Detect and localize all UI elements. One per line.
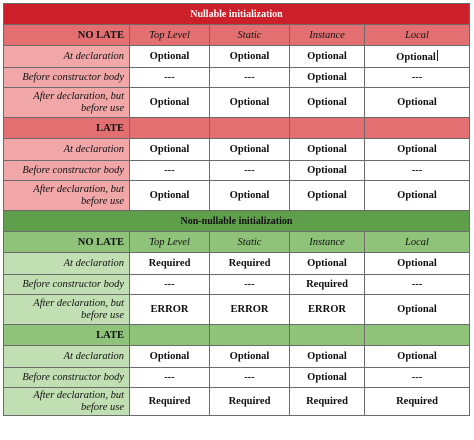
table-row (4, 181, 470, 211)
group-header-row (4, 232, 470, 253)
cell-text: Optional (396, 52, 436, 63)
cell-value: Required (210, 253, 290, 275)
cell-value: Optional (365, 253, 470, 275)
column-header-static: Static (210, 232, 290, 253)
cell-value: Optional (210, 346, 290, 368)
table-row (4, 253, 470, 275)
cell-value: Optional (210, 139, 290, 161)
table-row (4, 139, 470, 161)
cell-value: Optional (130, 88, 210, 118)
text-cursor (437, 50, 438, 61)
group-header-fill (130, 118, 210, 139)
cell-value: Required (130, 388, 210, 416)
column-header-top-level: Top Level (130, 25, 210, 46)
cell-value: Optional (130, 46, 210, 68)
cell-value: Optional (290, 368, 365, 388)
cell-value: --- (365, 275, 470, 295)
cell-value: --- (130, 275, 210, 295)
cell-value: Optional (290, 68, 365, 88)
cell-value: Optional (290, 88, 365, 118)
row-label: At declaration (4, 253, 130, 275)
cell-value: Optional (130, 139, 210, 161)
cell-value: --- (365, 161, 470, 181)
table-row (4, 388, 470, 416)
cell-value: ERROR (130, 295, 210, 325)
cell-value-editing[interactable] (365, 46, 470, 68)
row-label: Before constructor body (4, 368, 130, 388)
group-header-fill (210, 118, 290, 139)
cell-value: Optional (290, 46, 365, 68)
cell-value: ERROR (210, 295, 290, 325)
cell-value: Optional (290, 346, 365, 368)
group-label-no-late: NO LATE (4, 232, 130, 253)
initialization-table-wrapper (3, 3, 469, 416)
row-label: At declaration (4, 346, 130, 368)
cell-value: --- (210, 368, 290, 388)
cell-value: Required (290, 275, 365, 295)
cell-value: Optional (130, 181, 210, 211)
row-label: At declaration (4, 46, 130, 68)
cell-value: Optional (290, 181, 365, 211)
section-title-row (4, 4, 470, 25)
cell-value: Optional (365, 295, 470, 325)
non-nullable-section (4, 211, 470, 416)
cell-value: Required (210, 388, 290, 416)
group-header-fill (365, 325, 470, 346)
group-header-row (4, 25, 470, 46)
group-label-no-late: NO LATE (4, 25, 130, 46)
cell-value: Optional (290, 161, 365, 181)
table-row (4, 161, 470, 181)
cell-value: Optional (365, 139, 470, 161)
row-label: After declaration, but before use (4, 88, 130, 118)
cell-value: Optional (210, 46, 290, 68)
column-header-top-level: Top Level (130, 232, 210, 253)
cell-value: Optional (365, 346, 470, 368)
cell-value: --- (130, 161, 210, 181)
nullable-title: Nullable initialization (4, 4, 470, 25)
cell-value: --- (365, 68, 470, 88)
row-label: After declaration, but before use (4, 388, 130, 416)
cell-value: Optional (290, 139, 365, 161)
column-header-local: Local (365, 25, 470, 46)
group-label-late: LATE (4, 118, 130, 139)
cell-value: Optional (130, 346, 210, 368)
initialization-table (3, 3, 470, 416)
cell-value: --- (210, 161, 290, 181)
column-header-instance: Instance (290, 25, 365, 46)
row-label: Before constructor body (4, 68, 130, 88)
table-row (4, 68, 470, 88)
group-header-fill (290, 118, 365, 139)
cell-value: Optional (210, 181, 290, 211)
row-label: Before constructor body (4, 275, 130, 295)
group-header-row (4, 118, 470, 139)
cell-value: --- (365, 368, 470, 388)
cell-value: --- (130, 368, 210, 388)
row-label: After declaration, but before use (4, 295, 130, 325)
row-label: At declaration (4, 139, 130, 161)
row-label: Before constructor body (4, 161, 130, 181)
cell-value: Optional (210, 88, 290, 118)
column-header-static: Static (210, 25, 290, 46)
cell-value: Required (290, 388, 365, 416)
cell-value: Required (130, 253, 210, 275)
group-header-fill (130, 325, 210, 346)
table-row (4, 275, 470, 295)
group-header-row (4, 325, 470, 346)
cell-value: --- (210, 68, 290, 88)
non-nullable-title: Non-nullable initialization (4, 211, 470, 232)
group-header-fill (290, 325, 365, 346)
cell-value: Optional (365, 88, 470, 118)
table-row (4, 346, 470, 368)
table-row (4, 295, 470, 325)
table-row (4, 46, 470, 68)
group-header-fill (365, 118, 470, 139)
nullable-section (4, 4, 470, 211)
cell-value: --- (210, 275, 290, 295)
column-header-instance: Instance (290, 232, 365, 253)
row-label: After declaration, but before use (4, 181, 130, 211)
table-row (4, 368, 470, 388)
group-label-late: LATE (4, 325, 130, 346)
cell-value: Optional (365, 181, 470, 211)
cell-value: Optional (290, 253, 365, 275)
group-header-fill (210, 325, 290, 346)
table-row (4, 88, 470, 118)
cell-value: --- (130, 68, 210, 88)
cell-value: Required (365, 388, 470, 416)
cell-value: ERROR (290, 295, 365, 325)
section-title-row (4, 211, 470, 232)
column-header-local: Local (365, 232, 470, 253)
